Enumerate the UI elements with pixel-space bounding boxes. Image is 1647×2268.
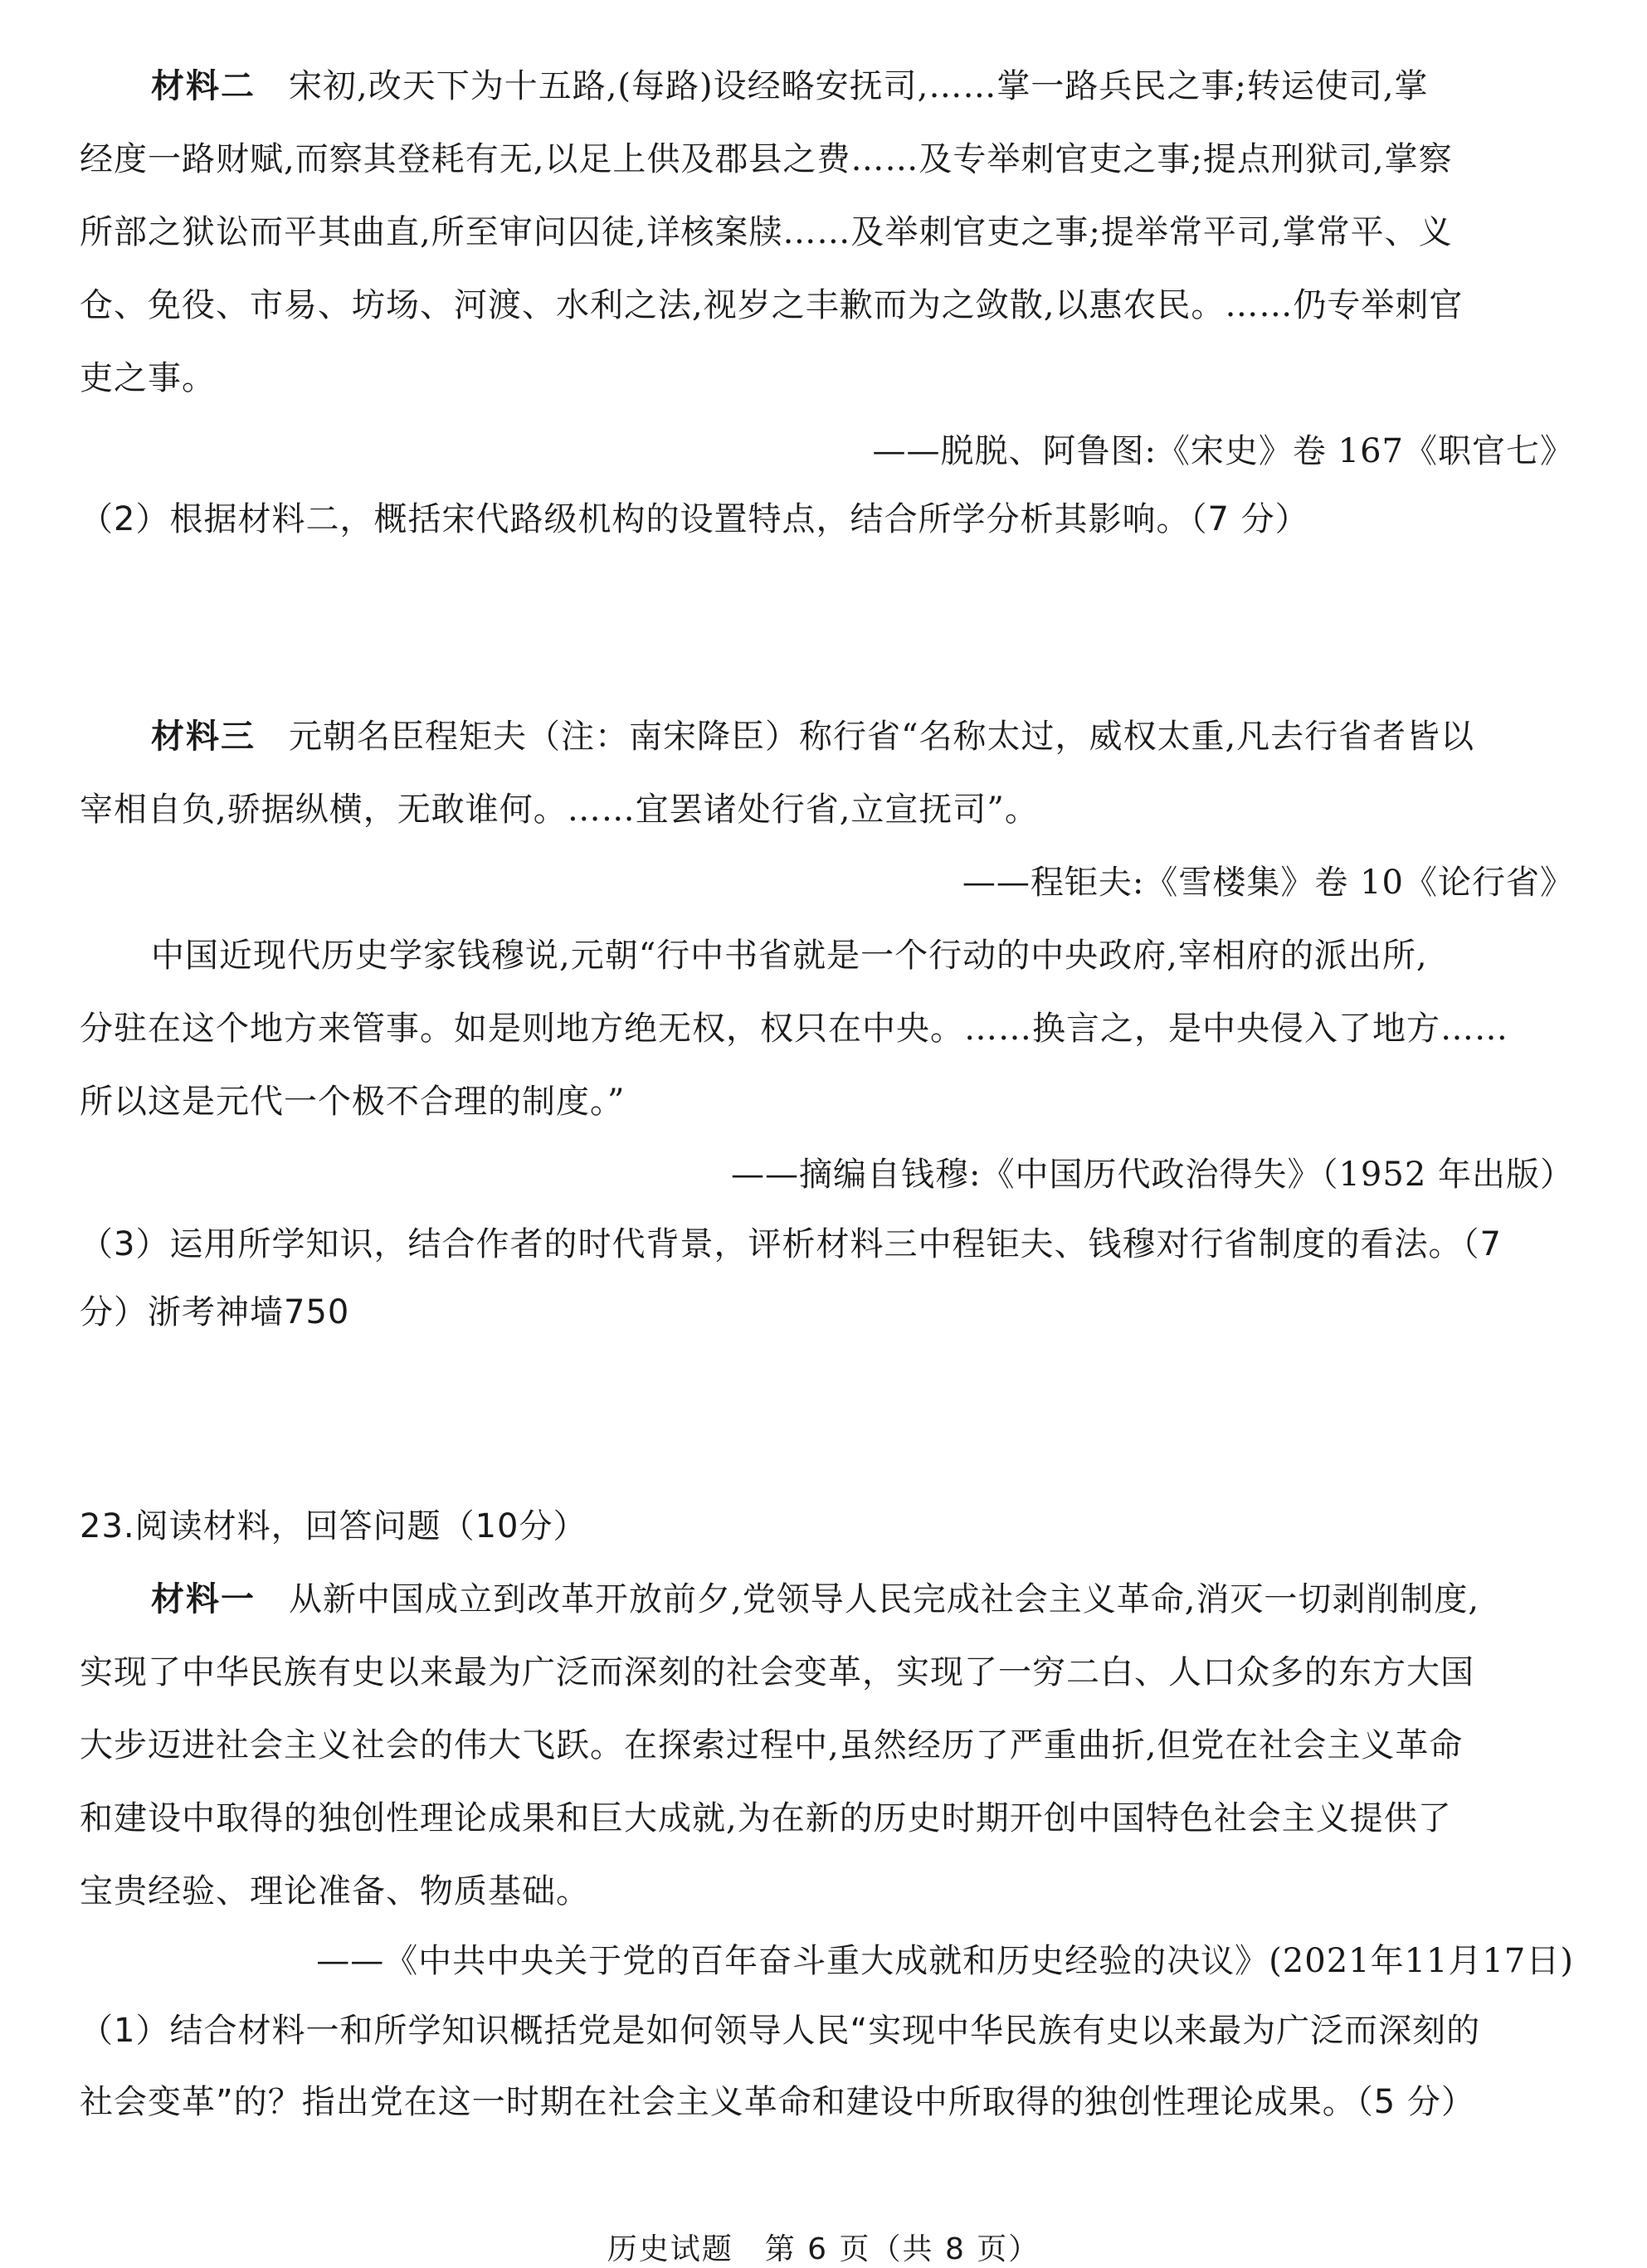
q23-question-1-line-2: 社会变革”的？指出党在这一时期在社会主义革命和建设中所取得的独创性理论成果。（5 分） xyxy=(80,2083,1475,2121)
material2-line-5: 吏之事。 xyxy=(80,359,216,397)
question-3-line-2: 分）浙考神墙750 xyxy=(80,1293,350,1331)
q23-question-1-line-1: （1）结合材料一和所学知识概括党是如何领导人民“实现中华民族有史以来最为广泛而深刻的 xyxy=(80,2012,1481,2050)
q23-material1-line-4: 和建设中取得的独创性理论成果和巨大成就,为在新的历史时期开创中国特色社会主义提供了 xyxy=(80,1799,1452,1837)
material2-line-1: 材料二 宋初,改天下为十五路,(每路)设经略安抚司,……掌一路兵民之事;转运使司,掌 xyxy=(151,67,1429,105)
material3-line-1: 材料三 元朝名臣程矩夫（注：南宋降臣）称行省“名称太过，威权太重,凡去行省者皆以 xyxy=(151,718,1475,756)
material2-source: ——脱脱、阿鲁图:《宋史》卷 167《职官七》 xyxy=(872,432,1574,470)
q23-heading: 23.阅读材料，回答问题（10分） xyxy=(80,1507,587,1545)
q23-material1-line-2: 实现了中华民族有史以来最为广泛而深刻的社会变革，实现了一穷二白、人口众多的东方大国 xyxy=(80,1653,1474,1691)
qian-source: ——摘编自钱穆:《中国历代政治得失》（1952 年出版） xyxy=(731,1156,1574,1194)
qian-line-1: 中国近现代历史学家钱穆说,元朝“行中书省就是一个行动的中央政府,宰相府的派出所, xyxy=(151,937,1428,975)
q23-material1-line-3: 大步迈进社会主义社会的伟大飞跃。在探索过程中,虽然经历了严重曲折,但党在社会主义革命 xyxy=(80,1726,1464,1764)
material2-line-2: 经度一路财赋,而察其登耗有无,以足上供及郡县之费……及专举刺官吏之事;提点刑狱司,掌察 xyxy=(80,140,1453,178)
page-footer: 历史试题 第 6 页（共 8 页） xyxy=(607,2232,1040,2266)
question-2: （2）根据材料二，概括宋代路级机构的设置特点，结合所学分析其影响。（7 分） xyxy=(80,500,1309,538)
material3-line-2: 宰相自负,骄据纵横，无敢谁何。……宜罢诸处行省,立宣抚司”。 xyxy=(80,791,1039,829)
q23-material1-source: ——《中共中央关于党的百年奋斗重大成就和历史经验的决议》(2021年11月17日) xyxy=(316,1942,1574,1980)
question-3-line-1: （3）运用所学知识，结合作者的时代背景，评析材料三中程钜夫、钱穆对行省制度的看法。（7 xyxy=(80,1225,1502,1263)
q23-material1-line-1: 材料一 从新中国成立到改革开放前夕,党领导人民完成社会主义革命,消灭一切剥削制度, xyxy=(151,1580,1480,1618)
material3-label: 材料三 xyxy=(151,718,256,756)
q23-material1-line-5: 宝贵经验、理论准备、物质基础。 xyxy=(80,1872,590,1910)
material2-label: 材料二 xyxy=(151,67,256,105)
q23-material1-label: 材料一 xyxy=(151,1580,256,1618)
material2-line-3: 所部之狱讼而平其曲直,所至审问囚徒,详核案牍……及举刺官吏之事;提举常平司,掌常平、义 xyxy=(80,213,1453,251)
qian-line-3: 所以这是元代一个极不合理的制度。” xyxy=(80,1083,626,1121)
material3-source: ——程钜夫:《雪楼集》卷 10《论行省》 xyxy=(962,864,1574,902)
material2-line-4: 仓、免役、市易、坊场、河渡、水利之法,视岁之丰歉而为之敛散,以惠农民。……仍专举刺官 xyxy=(80,286,1464,324)
qian-line-2: 分驻在这个地方来管事。如是则地方绝无权，权只在中央。……换言之，是中央侵入了地方…… xyxy=(80,1010,1508,1048)
